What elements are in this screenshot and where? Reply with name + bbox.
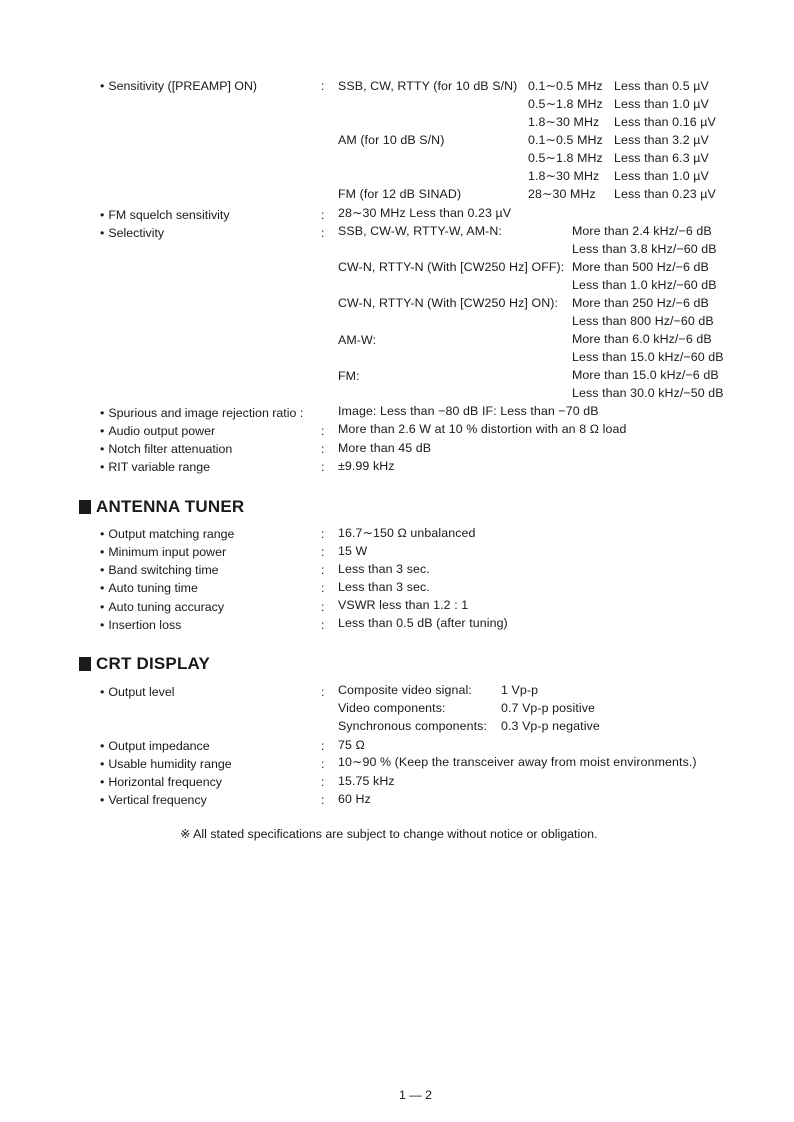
colon: : bbox=[321, 527, 325, 541]
at-value-5: VSWR less than 1.2 : 1 bbox=[338, 598, 469, 612]
sens-ssb-freq-2: 0.5∼1.8 MHz bbox=[528, 97, 603, 111]
sens-ssb-freq-1: 0.1∼0.5 MHz bbox=[528, 79, 603, 93]
page-number: 1 — 2 bbox=[399, 1088, 433, 1102]
sel-cwn-off-value-2: Less than 1.0 kHz/−60 dB bbox=[572, 278, 717, 292]
video-components-label: Video components: bbox=[338, 701, 446, 715]
section-square-icon bbox=[79, 500, 91, 514]
sel-fm-mode: FM: bbox=[338, 369, 360, 383]
colon: : bbox=[321, 600, 325, 614]
crt-label-4: • Vertical frequency bbox=[100, 793, 207, 808]
colon: : bbox=[321, 739, 325, 753]
sens-am-freq-1: 0.1∼0.5 MHz bbox=[528, 133, 603, 147]
sel-cwn-off-mode: CW-N, RTTY-N (With [CW250 Hz] OFF): bbox=[338, 260, 565, 274]
crt-value-1: 75 Ω bbox=[338, 738, 365, 752]
sens-am-value-3: Less than 1.0 µV bbox=[614, 169, 709, 183]
colon: : bbox=[321, 581, 325, 595]
at-value-1: 16.7∼150 Ω unbalanced bbox=[338, 526, 476, 540]
colon: : bbox=[321, 775, 325, 789]
sens-ssb-freq-3: 1.8∼30 MHz bbox=[528, 115, 600, 129]
colon: : bbox=[321, 757, 325, 771]
sens-am-value-2: Less than 6.3 µV bbox=[614, 151, 709, 165]
at-label-4: • Auto tuning time bbox=[100, 581, 198, 596]
sens-am-freq-3: 1.8∼30 MHz bbox=[528, 169, 600, 183]
colon: : bbox=[321, 442, 325, 456]
crt-display-heading: CRT DISPLAY bbox=[96, 654, 210, 673]
notch-filter-value: More than 45 dB bbox=[338, 441, 432, 455]
sel-ssb-mode: SSB, CW-W, RTTY-W, AM-N: bbox=[338, 224, 502, 238]
at-label-2: • Minimum input power bbox=[100, 545, 226, 560]
sens-fm-mode: FM (for 12 dB SINAD) bbox=[338, 187, 462, 201]
sel-fm-value-2: Less than 30.0 kHz/−50 dB bbox=[572, 386, 724, 400]
sync-components-label: Synchronous components: bbox=[338, 719, 488, 733]
sel-amw-value-2: Less than 15.0 kHz/−60 dB bbox=[572, 350, 724, 364]
sens-ssb-value-2: Less than 1.0 µV bbox=[614, 97, 709, 111]
colon: : bbox=[321, 685, 325, 699]
audio-output-value: More than 2.6 W at 10 % distortion with an 8 Ω load bbox=[338, 422, 627, 436]
sens-fm-value: Less than 0.23 µV bbox=[614, 187, 716, 201]
colon: : bbox=[321, 460, 325, 474]
sel-cwn-on-value-1: More than 250 Hz/−6 dB bbox=[572, 296, 709, 310]
crt-value-3: 15.75 kHz bbox=[338, 774, 395, 788]
notch-filter-label: • Notch filter attenuation bbox=[100, 442, 232, 457]
at-value-2: 15 W bbox=[338, 544, 368, 558]
sel-amw-value-1: More than 6.0 kHz/−6 dB bbox=[572, 332, 712, 346]
crt-value-2: 10∼90 % (Keep the transceiver away from moist environments.) bbox=[338, 755, 697, 769]
crt-label-1: • Output impedance bbox=[100, 739, 210, 754]
selectivity-label: • Selectivity bbox=[100, 226, 164, 241]
audio-output-label: • Audio output power bbox=[100, 424, 215, 439]
antenna-tuner-heading: ANTENNA TUNER bbox=[96, 497, 245, 516]
crt-label-2: • Usable humidity range bbox=[100, 757, 232, 772]
at-label-1: • Output matching range bbox=[100, 527, 234, 542]
at-label-5: • Auto tuning accuracy bbox=[100, 600, 224, 615]
crt-label-3: • Horizontal frequency bbox=[100, 775, 222, 790]
sens-ssb-value-1: Less than 0.5 µV bbox=[614, 79, 709, 93]
sel-cwn-on-value-2: Less than 800 Hz/−60 dB bbox=[572, 314, 714, 328]
fm-squelch-value: 28∼30 MHz Less than 0.23 µV bbox=[338, 206, 512, 220]
sens-am-value-1: Less than 3.2 µV bbox=[614, 133, 709, 147]
sel-ssb-value-2: Less than 3.8 kHz/−60 dB bbox=[572, 242, 717, 256]
rit-range-label: • RIT variable range bbox=[100, 460, 210, 475]
composite-value: 1 Vp-p bbox=[501, 683, 539, 697]
colon: : bbox=[321, 226, 325, 240]
at-value-4: Less than 3 sec. bbox=[338, 580, 430, 594]
video-components-value: 0.7 Vp-p positive bbox=[501, 701, 595, 715]
sens-ssb-value-3: Less than 0.16 µV bbox=[614, 115, 716, 129]
spurious-value: Image: Less than −80 dB IF: Less than −70 dB bbox=[338, 404, 599, 418]
sync-components-value: 0.3 Vp-p negative bbox=[501, 719, 600, 733]
colon: : bbox=[321, 79, 325, 93]
section-square-icon bbox=[79, 657, 91, 671]
sens-am-freq-2: 0.5∼1.8 MHz bbox=[528, 151, 603, 165]
colon: : bbox=[321, 793, 325, 807]
sens-ssb-mode: SSB, CW, RTTY (for 10 dB S/N) bbox=[338, 79, 518, 93]
sensitivity-label: • Sensitivity ([PREAMP] ON) bbox=[100, 79, 257, 94]
colon: : bbox=[321, 424, 325, 438]
crt-value-4: 60 Hz bbox=[338, 792, 371, 806]
at-value-6: Less than 0.5 dB (after tuning) bbox=[338, 616, 508, 630]
spurious-label: • Spurious and image rejection ratio : bbox=[100, 406, 303, 421]
sens-am-mode: AM (for 10 dB S/N) bbox=[338, 133, 445, 147]
fm-squelch-label: • FM squelch sensitivity bbox=[100, 208, 230, 223]
sel-amw-mode: AM-W: bbox=[338, 333, 377, 347]
at-value-3: Less than 3 sec. bbox=[338, 562, 430, 576]
colon: : bbox=[321, 563, 325, 577]
sel-fm-value-1: More than 15.0 kHz/−6 dB bbox=[572, 368, 719, 382]
footnote: ※ All stated specifications are subject to change without notice or obligation. bbox=[180, 827, 598, 841]
rit-range-value: ±9.99 kHz bbox=[338, 459, 395, 473]
sel-ssb-value-1: More than 2.4 kHz/−6 dB bbox=[572, 224, 712, 238]
composite-label: Composite video signal: bbox=[338, 683, 472, 697]
colon: : bbox=[321, 545, 325, 559]
output-level-label: • Output level bbox=[100, 685, 174, 700]
colon: : bbox=[321, 618, 325, 632]
at-label-6: • Insertion loss bbox=[100, 618, 181, 633]
sens-fm-freq: 28∼30 MHz bbox=[528, 187, 596, 201]
sel-cwn-off-value-1: More than 500 Hz/−6 dB bbox=[572, 260, 709, 274]
colon: : bbox=[321, 208, 325, 222]
at-label-3: • Band switching time bbox=[100, 563, 219, 578]
sel-cwn-on-mode: CW-N, RTTY-N (With [CW250 Hz] ON): bbox=[338, 296, 559, 310]
